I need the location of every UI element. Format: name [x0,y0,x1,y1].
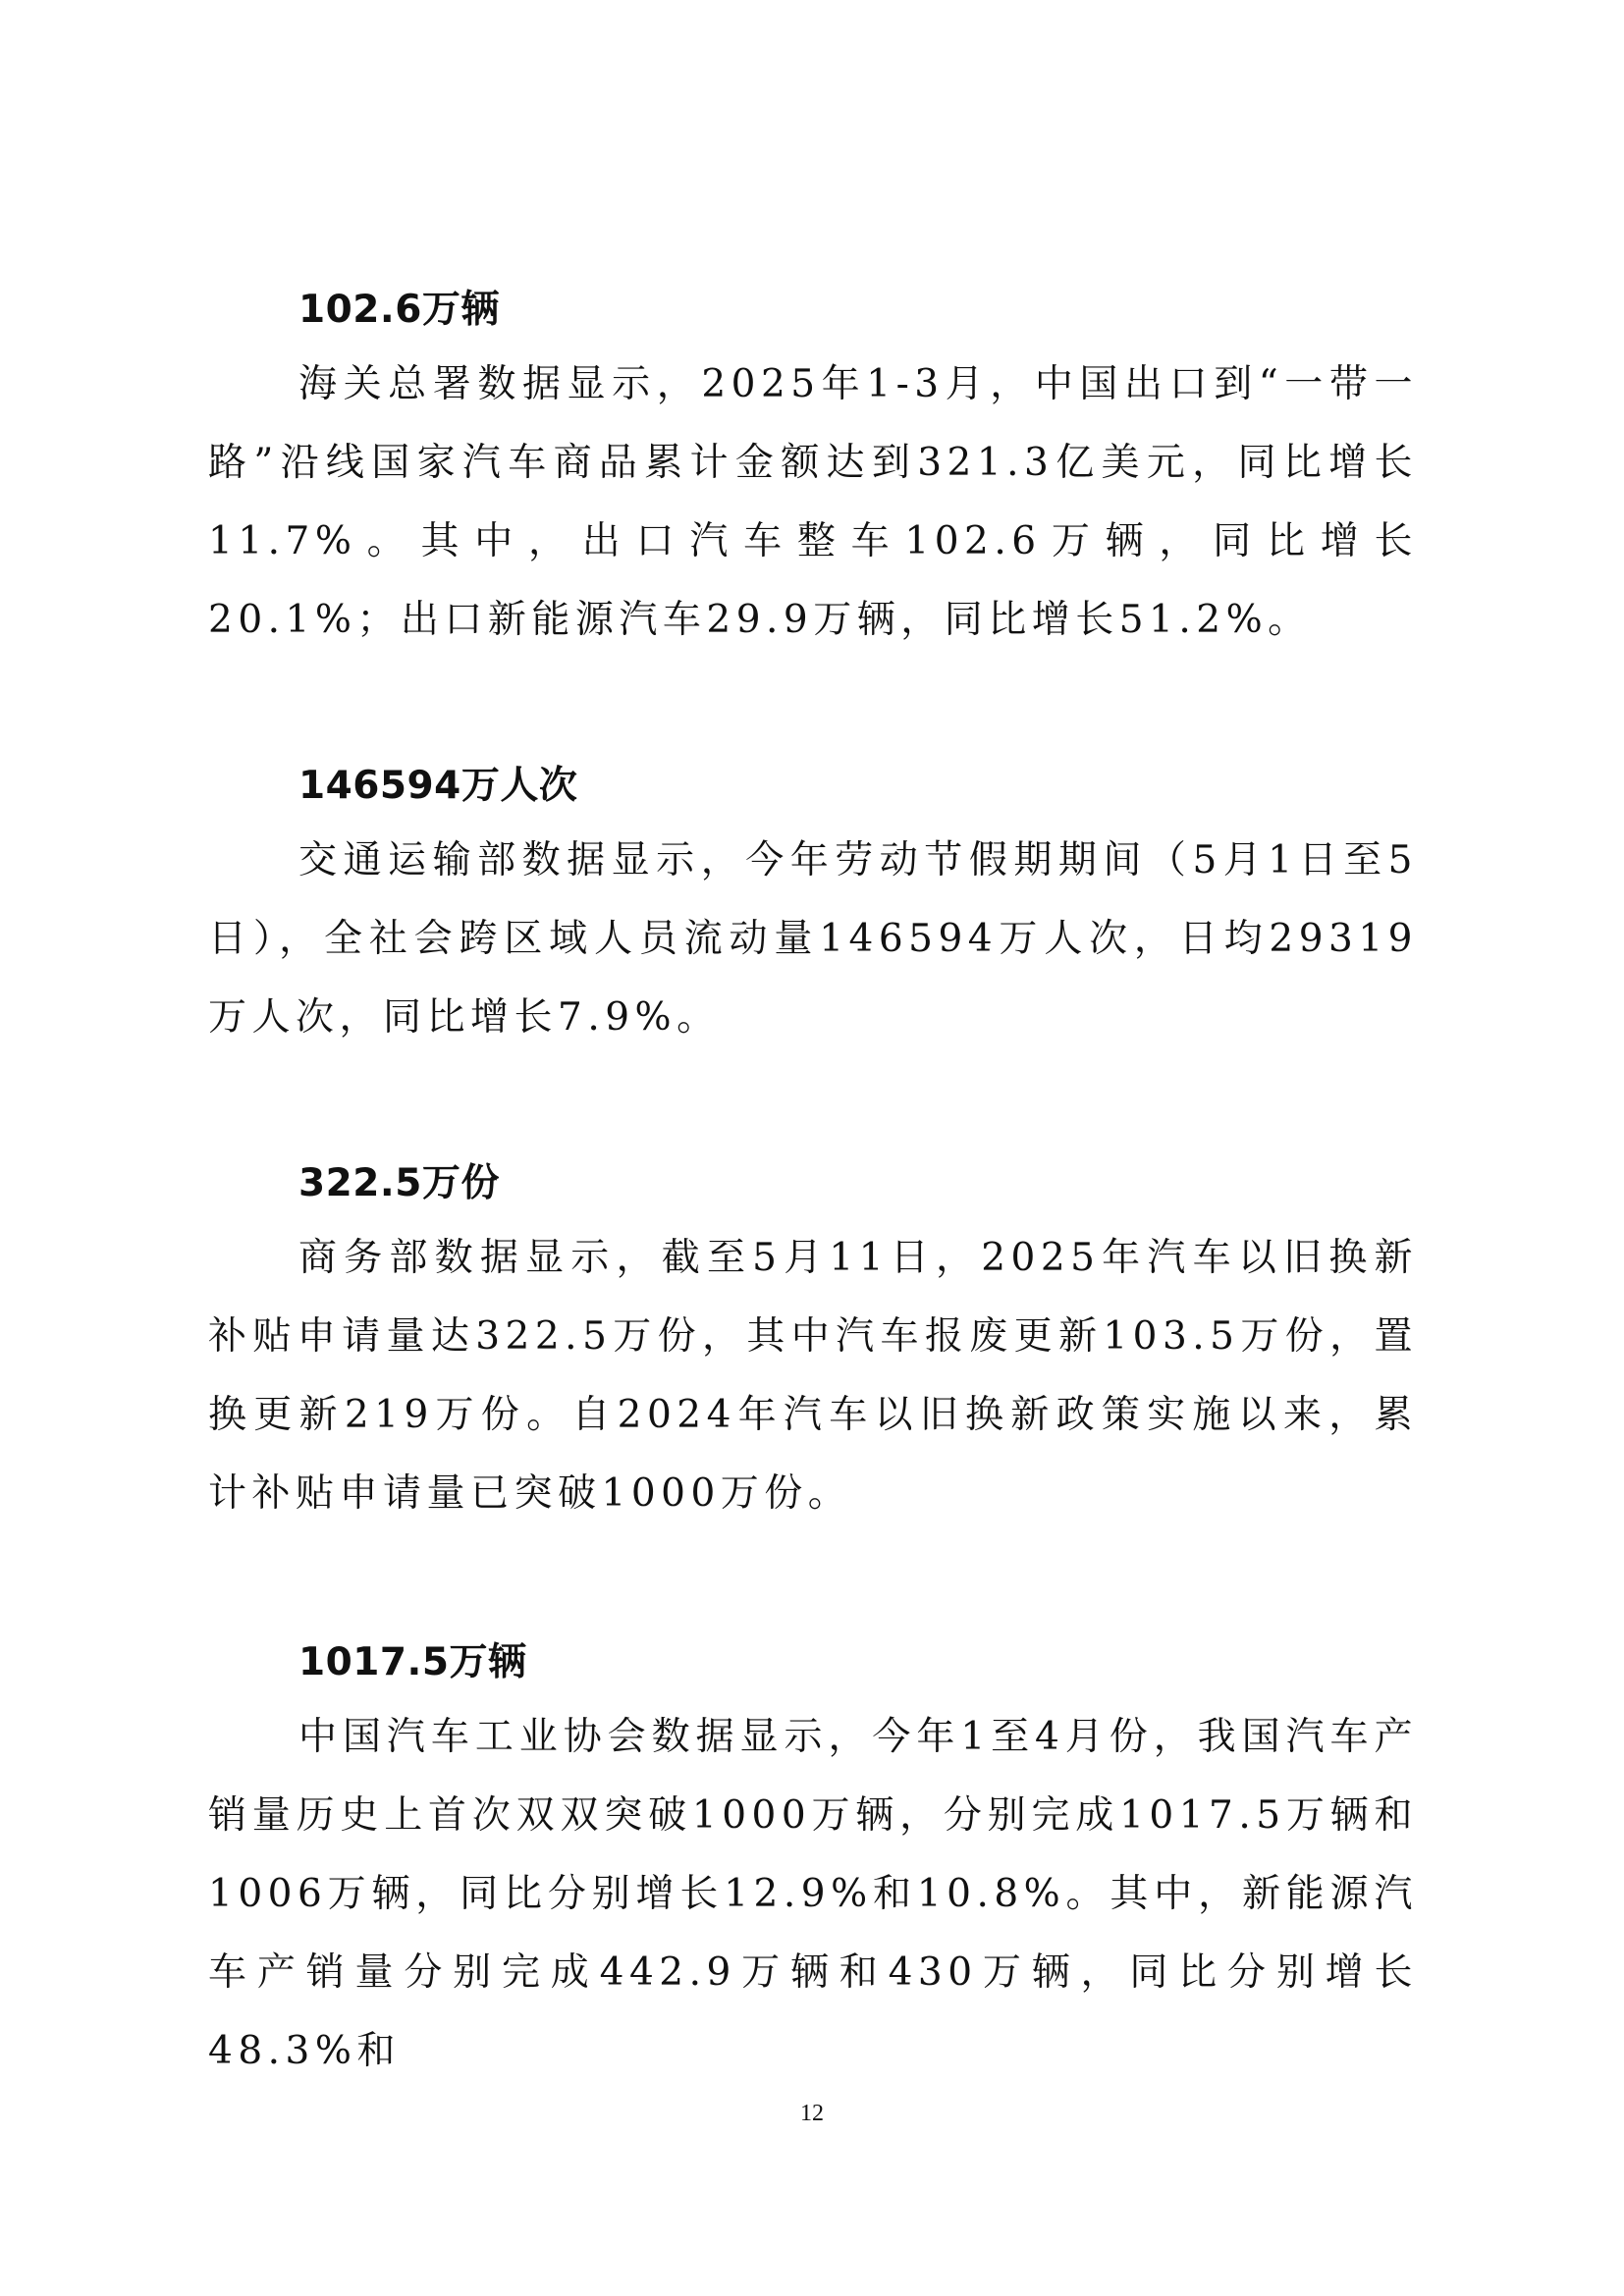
section-heading: 1017.5万辆 [298,1640,527,1684]
stat-section-holiday-travel [208,761,1418,1057]
stat-section-auto-production [208,1637,1418,2091]
section-body: 海关总署数据显示，2025年1-3月，中国出口到“一带一路”沿线国家汽车商品累计金额达到321.3亿美元，同比增长11.7%。其中，出口汽车整车102.6万辆，同比增长20.1%；出口新能源汽车29.9万辆，同比增长51.2%。 [208,362,1418,642]
section-heading: 102.6万辆 [298,288,500,332]
section-body: 商务部数据显示，截至5月11日，2025年汽车以旧换新补贴申请量达322.5万份，其中汽车报废更新103.5万份，置换更新219万份。自2024年汽车以旧换新政策实施以来，累计补贴申请量已突破1000万份。 [208,1236,1418,1516]
stat-section-trade-in-subsidy [208,1158,1418,1533]
section-body: 中国汽车工业协会数据显示，今年1至4月份，我国汽车产销量历史上首次双双突破1000万辆，分别完成1017.5万辆和1006万辆，同比分别增长12.9%和10.8%。其中，新能源汽车产销量分别完成442.9万辆和430万辆，同比分别增长48.3%和 [208,1715,1418,2073]
section-body: 交通运输部数据显示，今年劳动节假期期间（5月1日至5日），全社会跨区域人员流动量146594万人次，日均29319万人次，同比增长7.9%。 [208,838,1418,1040]
page-number: 12 [800,2101,824,2126]
section-heading: 146594万人次 [298,764,578,808]
stat-section-vehicle-exports [208,285,1418,660]
section-heading: 322.5万份 [298,1161,500,1205]
